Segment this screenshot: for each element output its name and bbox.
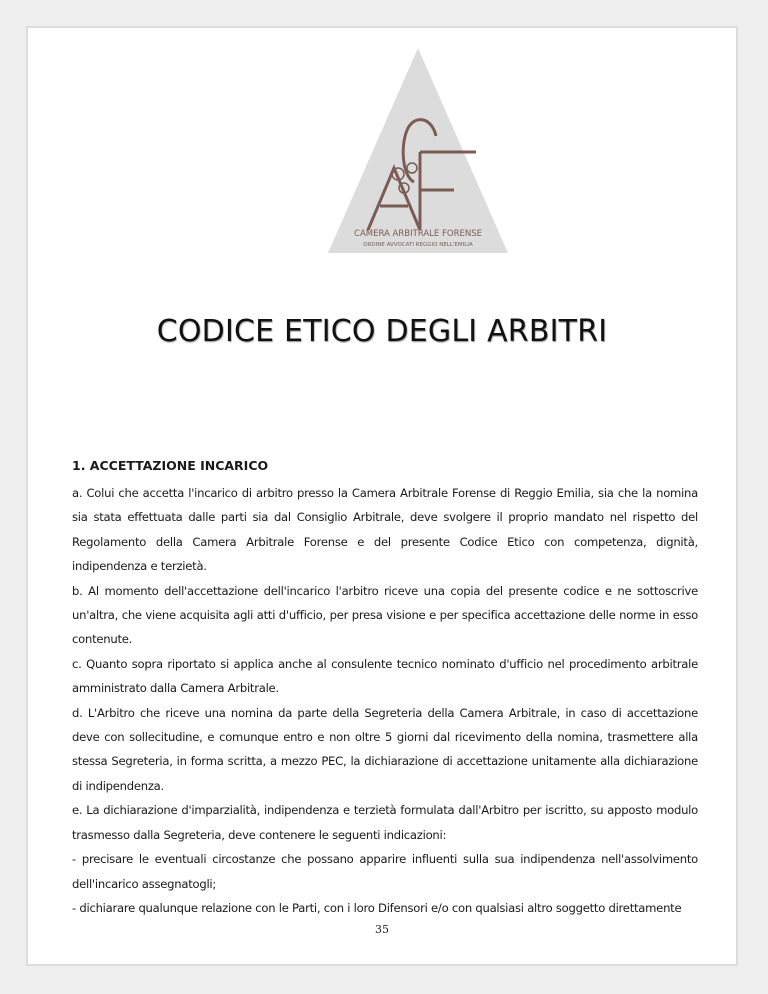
section-heading: 1. ACCETTAZIONE INCARICO: [72, 458, 269, 473]
list-item: - dichiarare qualunque relazione con le Parti, con i loro Difensori e/o con qualsiasi altro soggetto direttamente: [72, 900, 682, 915]
document-title: CODICE ETICO DEGLI ARBITRI: [156, 314, 608, 349]
paragraph-a: a. Colui che accetta l'incarico di arbitro presso la Camera Arbitrale Forense di Reggio Emilia, sia che la nomina sia stata effettuata dalle parti sia dal Consiglio Arbitrale, deve svolgere il proprio mandato nel rispetto del Regolamento della Camera Arbitrale Forense e del presente Codice Etico con competenza, dignità, indipendenza e terzietà.: [72, 486, 698, 574]
document-page: [26, 26, 738, 966]
paragraph-c: c. Quanto sopra riportato si applica anche al consulente tecnico nominato d'ufficio nel procedimento arbitrale amministrato dalla Camera Arbitrale.: [72, 656, 698, 696]
page-number: 35: [375, 923, 389, 936]
list-item: - precisare le eventuali circostanze che possano apparire influenti sulla sua indipendenza nell'assolvimento dell'incarico assegnatogli;: [72, 852, 698, 891]
logo-text-line1: CAMERA ARBITRALE FORENSE: [354, 229, 482, 239]
paragraph-b: b. Al momento dell'accettazione dell'incarico l'arbitro riceve una copia del presente codice e ne sottoscrive un'altra, che viene acquisita agli atti d'ufficio, per presa visione e per specifica accettazione delle norme in esso contenute.: [72, 583, 698, 647]
document-body: [72, 456, 698, 920]
logo-text-line2: ORDINE AVVOCATI REGGIO NELL'EMILIA: [363, 242, 473, 248]
paragraph-e: e. La dichiarazione d'imparzialità, indipendenza e terzietà formulata dall'Arbitro per iscritto, su apposto modulo trasmesso dalla Segreteria, deve contenere le seguenti indicazioni:: [72, 803, 698, 842]
paragraph-d: d. L'Arbitro che riceve una nomina da parte della Segreteria della Camera Arbitrale, in caso di accettazione deve con sollecitudine, e comunque entro e non oltre 5 giorni dal ricevimento della nomina, trasmettere alla stessa Segreteria, in forma scritta, a mezzo PEC, la dichiarazione di accettazione unitamente alla dichiarazione di indipendenza.: [72, 705, 698, 793]
camera-arbitrale-logo: [328, 48, 508, 253]
